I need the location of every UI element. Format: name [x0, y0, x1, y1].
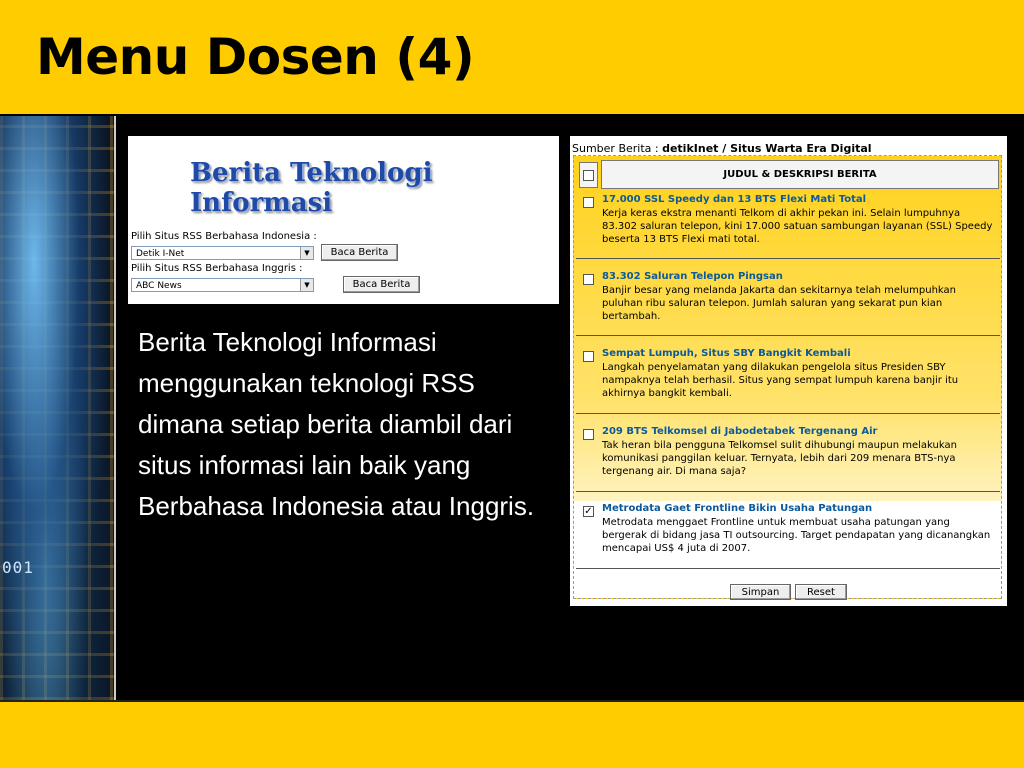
news-desc: Tak heran bila pengguna Telkomsel sulit dihubungi maupun melakukan komunikasi panggilan keluar. Ternyata, lebih dari 209 menara BTS-nya tergenang air. Di mana saja?: [602, 440, 957, 477]
news-title[interactable]: 17.000 SSL Speedy dan 13 BTS Flexi Mati Total: [602, 194, 867, 205]
indo-read-button[interactable]: Baca Berita: [321, 244, 398, 261]
title-bar: [0, 0, 1024, 116]
slide-title: Menu Dosen (4): [36, 28, 475, 86]
reset-button[interactable]: Reset: [795, 584, 847, 600]
chevron-down-icon[interactable]: ▼: [300, 247, 313, 259]
indo-site-select[interactable]: [131, 246, 314, 260]
news-checkbox-checked[interactable]: ✓: [584, 506, 593, 517]
news-list-screenshot: [570, 136, 1007, 606]
news-title[interactable]: 209 BTS Telkomsel di Jabodetabek Tergenang Air: [602, 426, 878, 437]
eng-site-select[interactable]: [131, 278, 314, 292]
decorative-side-image: [0, 116, 116, 700]
news-desc: Langkah penyelamatan yang dilakukan pengelola situs Presiden SBY nampaknya telah berhasil. Situs yang sempat lumpuh karena banjir itu akhirnya bangkit kembali.: [602, 362, 959, 399]
eng-read-button[interactable]: Baca Berita: [343, 276, 420, 293]
news-checkbox[interactable]: [583, 274, 594, 285]
rss-logo: Berita Teknologi Informasi: [190, 158, 433, 218]
row-divider: [576, 258, 1000, 259]
row-divider: [576, 568, 1000, 569]
eng-site-selected: ABC News: [136, 281, 182, 291]
row-divider: [576, 413, 1000, 414]
news-title[interactable]: 83.302 Saluran Telepon Pingsan: [602, 271, 783, 282]
eng-site-label: Pilih Situs RSS Berbahasa Inggris :: [131, 263, 303, 274]
slide-description: Berita Teknologi Informasi menggunakan teknologi RSS dimana setiap berita diambil dari situs informasi lain baik yang Berbahasa Indonesia atau Inggris.: [138, 327, 535, 521]
news-title[interactable]: Sempat Lumpuh, Situs SBY Bangkit Kembali: [602, 348, 851, 359]
indo-site-label: Pilih Situs RSS Berbahasa Indonesia :: [131, 231, 317, 242]
news-desc: Kerja keras ekstra menanti Telkom di akhir pekan ini. Selain lumpuhnya 83.302 saluran telepon, kini 17.000 satuan sambungan layanan (SSL) Speedy beserta 13 BTS Flexi mati total.: [602, 208, 993, 245]
save-button[interactable]: Simpan: [730, 584, 791, 600]
news-checkbox[interactable]: [583, 429, 594, 440]
news-source: [572, 142, 872, 155]
news-title[interactable]: Metrodata Gaet Frontline Bikin Usaha Patungan: [602, 503, 873, 514]
news-source-value: detikInet / Situs Warta Era Digital: [662, 142, 872, 155]
news-checkbox[interactable]: [583, 351, 594, 362]
news-checkbox[interactable]: [583, 197, 594, 208]
bottom-bar: [0, 700, 1024, 768]
chevron-down-icon[interactable]: ▼: [300, 279, 313, 291]
news-table-header: JUDUL & DESKRIPSI BERITA: [601, 160, 999, 189]
rss-form-screenshot: [128, 136, 559, 304]
row-divider: [576, 335, 1000, 336]
select-all-checkbox[interactable]: [579, 162, 598, 188]
side-digits: 001: [2, 558, 34, 577]
row-divider: [576, 491, 1000, 492]
news-desc: Metrodata menggaet Frontline untuk membuat usaha patungan yang bergerak di bidang jasa TI outsourcing. Target pendapatan yang dicanangkan mencapai US$ 4 juta di 2007.: [602, 517, 991, 554]
indo-site-selected: Detik I-Net: [136, 249, 185, 259]
news-desc: Banjir besar yang melanda Jakarta dan sekitarnya telah melumpuhkan puluhan ribu saluran telepon. Jumlah saluran yang sekarat pun kian bertambah.: [602, 285, 956, 322]
news-source-label: Sumber Berita :: [572, 142, 659, 155]
